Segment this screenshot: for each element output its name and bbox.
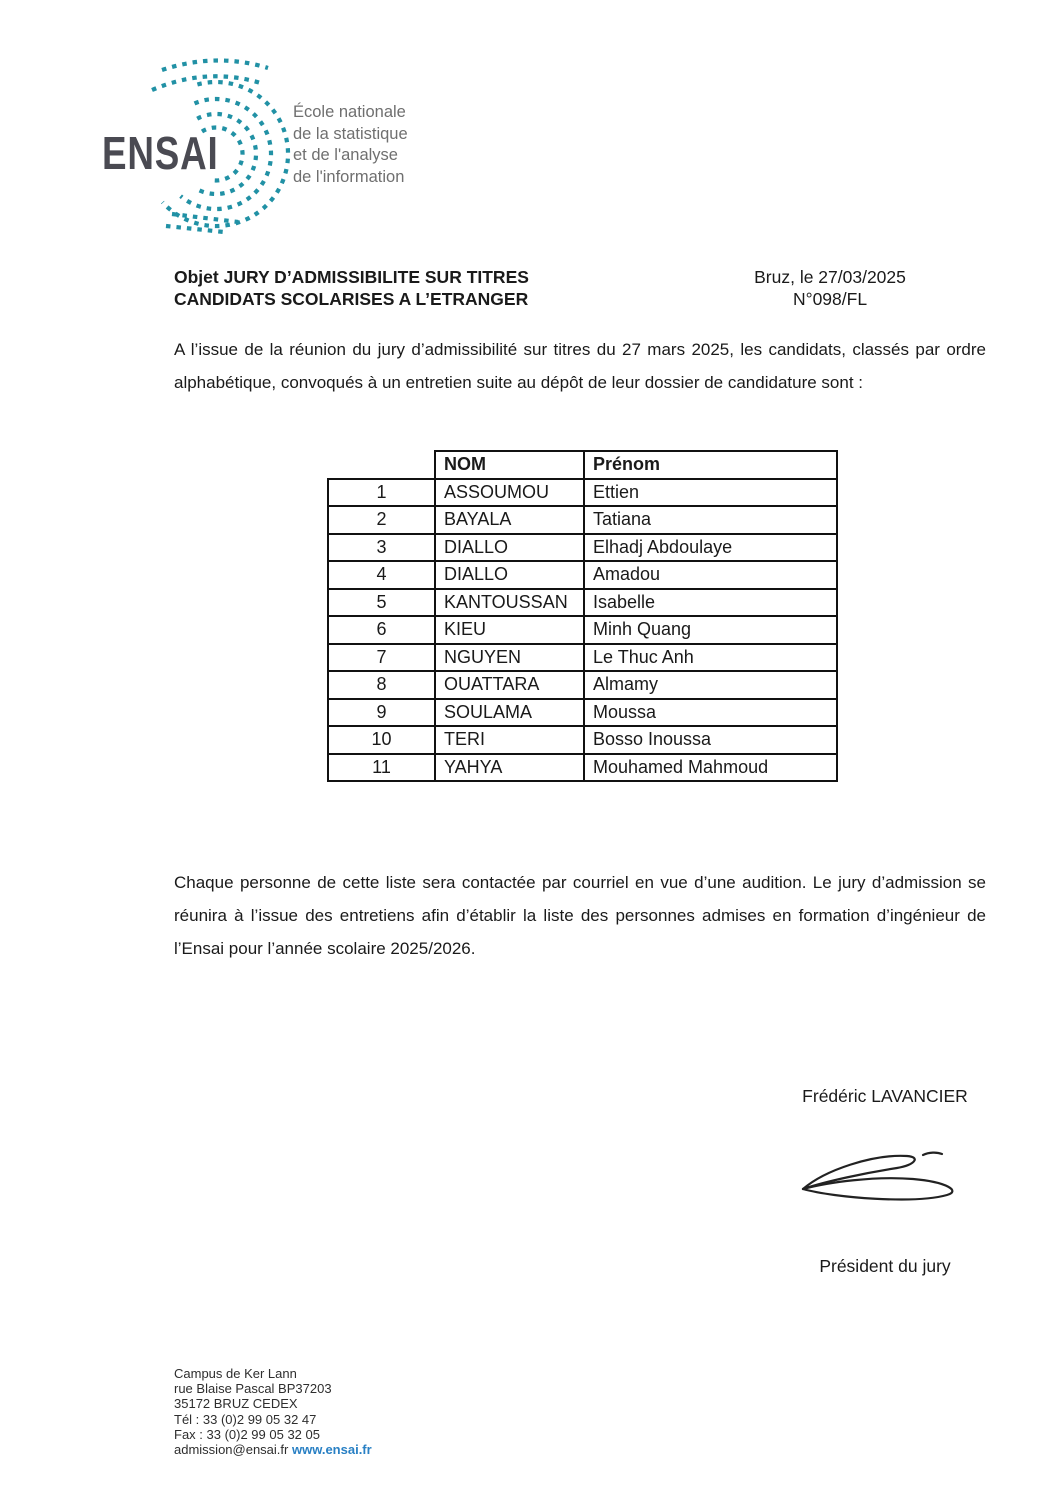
logo-tagline-line: École nationale — [293, 103, 406, 121]
table-row — [328, 506, 837, 534]
place-date: Bruz, le 27/03/2025 — [754, 267, 906, 287]
signer-name: Frédéric LAVANCIER — [802, 1086, 968, 1106]
footer-address-line: Tél : 33 (0)2 99 05 32 47 — [174, 1411, 317, 1427]
num-cell: 8 — [328, 671, 435, 699]
logo-tagline-line: de la statistique — [293, 124, 408, 143]
subject-line-1 — [174, 266, 529, 288]
table-row — [328, 671, 837, 699]
footer-address-line: rue Blaise Pascal BP37203 — [174, 1381, 332, 1397]
prenom-cell: Tatiana — [584, 506, 837, 534]
column-header-nom: NOM — [435, 451, 584, 479]
num-cell: 7 — [328, 644, 435, 672]
table-row — [328, 479, 837, 507]
table-row — [328, 644, 837, 672]
prenom-cell: Bosso Inoussa — [584, 726, 837, 754]
nom-cell: ASSOUMOU — [435, 479, 584, 507]
footer-email: admission@ensai.fr — [174, 1442, 289, 1458]
num-cell: 3 — [328, 534, 435, 562]
nom-cell: DIALLO — [435, 534, 584, 562]
nom-cell: SOULAMA — [435, 699, 584, 727]
table-row — [328, 589, 837, 617]
nom-cell: KIEU — [435, 616, 584, 644]
table-row — [328, 726, 837, 754]
num-cell: 11 — [328, 754, 435, 782]
num-cell: 6 — [328, 616, 435, 644]
table-row — [328, 699, 837, 727]
logo-tagline-line: de l'information — [293, 167, 405, 186]
prenom-cell: Elhadj Abdoulaye — [584, 534, 837, 562]
logo-tagline-line: et de l'analyse — [293, 146, 398, 164]
signature-icon — [795, 1142, 985, 1214]
footer-address-line: Fax : 33 (0)2 99 05 32 05 — [174, 1426, 320, 1442]
table-row — [328, 561, 837, 589]
subject-title: JURY D’ADMISSIBILITE SUR TITRES — [223, 267, 529, 287]
nom-cell: OUATTARA — [435, 671, 584, 699]
prenom-cell: Le Thuc Anh — [584, 644, 837, 672]
num-cell: 9 — [328, 699, 435, 727]
prenom-cell: Amadou — [584, 561, 837, 589]
table-row — [328, 616, 837, 644]
column-header-prenom: Prénom — [584, 451, 837, 479]
num-cell: 1 — [328, 479, 435, 507]
closing-paragraph: Chaque personne de cette liste sera contactée par courriel en vue d’une audition. Le jury d’admission se réunira à l’issue des entretiens afin d’établir la liste des personnes admises en formation d’ingénieur de l’Ensai pour l’année scolaire 2025/2026. — [174, 873, 986, 958]
signer-title: Président du jury — [819, 1256, 951, 1276]
num-cell: 5 — [328, 589, 435, 617]
table-row — [328, 534, 837, 562]
footer-website-link[interactable]: www.ensai.fr — [291, 1442, 372, 1458]
num-cell: 2 — [328, 506, 435, 534]
subject-block — [174, 266, 529, 310]
nom-cell: TERI — [435, 726, 584, 754]
prenom-cell: Minh Quang — [584, 616, 837, 644]
subject-label: Objet — [174, 267, 219, 287]
nom-cell: NGUYEN — [435, 644, 584, 672]
footer-address-line: 35172 BRUZ CEDEX — [174, 1396, 298, 1412]
table-header-row — [328, 451, 837, 479]
subject-line-2: CANDIDATS SCOLARISES A L’ETRANGER — [174, 289, 529, 309]
num-cell: 4 — [328, 561, 435, 589]
date-reference-block — [745, 266, 915, 310]
prenom-cell: Ettien — [584, 479, 837, 507]
num-cell: 10 — [328, 726, 435, 754]
prenom-cell: Mouhamed Mahmoud — [584, 754, 837, 782]
nom-cell: YAHYA — [435, 754, 584, 782]
candidates-table — [327, 450, 838, 782]
candidates-table-wrap — [327, 450, 838, 782]
reference-number: N°098/FL — [792, 289, 868, 309]
nom-cell: KANTOUSSAN — [435, 589, 584, 617]
ensai-wordmark: ENSAI — [102, 127, 219, 179]
intro-paragraph: A l’issue de la réunion du jury d’admissibilité sur titres du 27 mars 2025, les candidats, classés par ordre alphabétique, convoqués à un entretien suite au dépôt de leur dossier de candidature sont : — [174, 340, 986, 392]
nom-cell: DIALLO — [435, 561, 584, 589]
table-row — [328, 754, 837, 782]
prenom-cell: Isabelle — [584, 589, 837, 617]
footer-address-block — [174, 1366, 372, 1457]
corner-cell — [328, 451, 435, 479]
prenom-cell: Almamy — [584, 671, 837, 699]
logo-tagline — [293, 102, 408, 188]
footer-contact-line — [174, 1442, 372, 1457]
prenom-cell: Moussa — [584, 699, 837, 727]
nom-cell: BAYALA — [435, 506, 584, 534]
footer-address-lines — [174, 1366, 372, 1442]
footer-address-line: Campus de Ker Lann — [174, 1366, 297, 1381]
candidates-body — [328, 479, 837, 782]
